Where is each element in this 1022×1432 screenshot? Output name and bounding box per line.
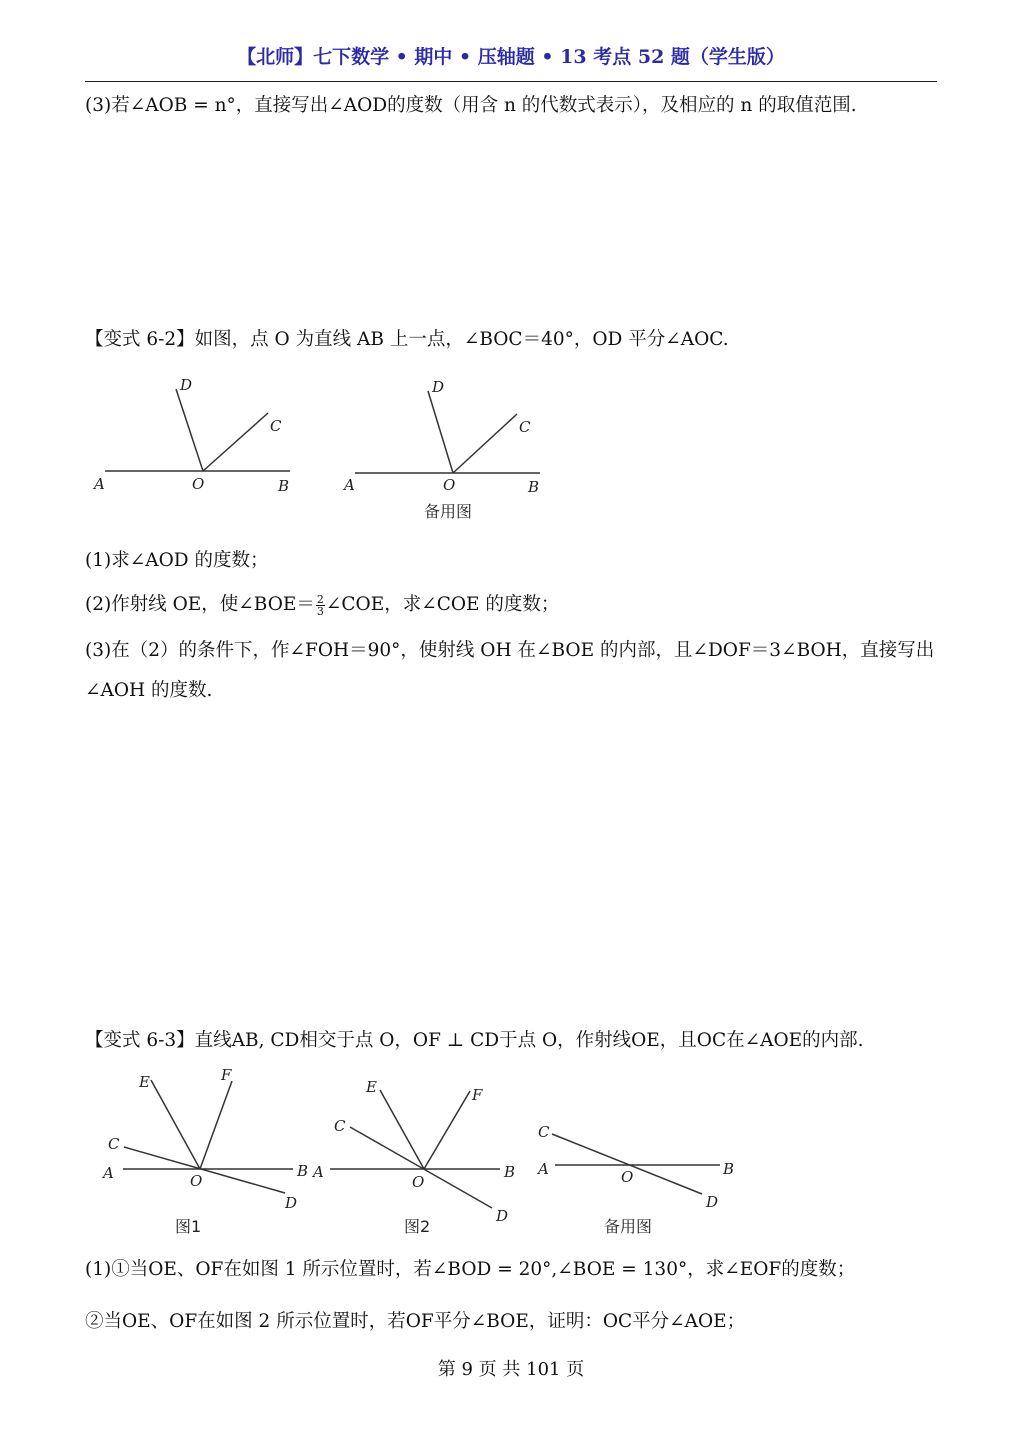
label-d-fig2: D: [496, 1207, 509, 1225]
label-a-fig1: A: [103, 1164, 114, 1182]
label-a-spare-3: A: [538, 1160, 549, 1178]
caption-fig1: 图1: [175, 1217, 202, 1236]
line-cd-fig1: [124, 1147, 285, 1193]
label-d: D: [180, 376, 193, 394]
label-o-fig1: O: [190, 1172, 203, 1190]
q6-2-part1: (1)求∠AOD 的度数；: [85, 550, 269, 571]
q6-3-part1b: ②当OE、OF在如图 2 所示位置时，若OF平分∠BOE，证明：OC平分∠AOE；: [85, 1311, 746, 1332]
label-d-spare-3: D: [706, 1193, 719, 1211]
label-f-fig1: F: [221, 1066, 232, 1084]
ray-oc: [203, 413, 268, 471]
figure-6-2-main: [105, 389, 290, 471]
figure-6-2-spare: [355, 391, 540, 473]
label-o: O: [192, 475, 205, 493]
label-o-spare: O: [443, 476, 456, 494]
label-c-fig2: C: [334, 1117, 346, 1135]
caption-spare-6-2: 备用图: [424, 502, 473, 521]
fraction-denominator: 3: [316, 604, 324, 618]
label-e-fig2: E: [366, 1078, 377, 1096]
figure-6-3-fig1: [123, 1080, 293, 1193]
label-a: A: [94, 475, 105, 493]
label-d-fig1: D: [285, 1194, 298, 1212]
label-a-spare: A: [344, 476, 355, 494]
ray-od-spare: [428, 391, 453, 473]
q6-2-part2-pre: (2)作射线 OE，使∠BOE＝: [85, 594, 315, 615]
q6-2-part2: [85, 592, 559, 618]
ray-of-fig2: [424, 1091, 470, 1169]
label-o-spare-3: O: [621, 1168, 634, 1186]
ray-oe-fig1: [151, 1080, 200, 1169]
q6-2-part2-post: ∠COE，求∠COE 的度数；: [325, 594, 560, 615]
label-b-fig1: B: [297, 1162, 309, 1180]
line-cd-fig2: [350, 1127, 492, 1208]
label-e-fig1: E: [139, 1073, 150, 1091]
label-d-spare: D: [432, 378, 445, 396]
label-b-spare-3: B: [723, 1160, 735, 1178]
fraction-two-thirds: [316, 594, 325, 617]
label-a-fig2: A: [313, 1163, 324, 1181]
label-f-fig2: F: [472, 1086, 483, 1104]
q6-1-part3: (3)若∠AOB = n°，直接写出∠AOD的度数（用含 n 的代数式表示），及相应的 n 的取值范围.: [85, 95, 857, 116]
page-header: 【北师】七下数学 • 期中 • 压轴题 • 13 考点 52 题（学生版）: [237, 46, 785, 68]
q6-3-part1a: (1)①当OE、OF在如图 1 所示位置时，若∠BOD = 20°,∠BOE = 130°，求∠EOF的度数；: [85, 1259, 856, 1280]
ray-od: [176, 389, 203, 471]
label-c-spare: C: [519, 418, 531, 436]
page-footer: 第 9 页 共 101 页: [437, 1359, 585, 1380]
label-c-fig1: C: [108, 1135, 120, 1153]
caption-fig2: 图2: [404, 1217, 431, 1236]
label-b-fig2: B: [504, 1163, 516, 1181]
label-c: C: [270, 417, 282, 435]
q6-2-part3: (3)在（2）的条件下，作∠FOH＝90°，使射线 OH 在∠BOE 的内部，且∠DOF＝3∠BOH，直接写出∠AOH 的度数.: [85, 640, 935, 701]
q6-2-intro: 【变式 6-2】如图，点 O 为直线 AB 上一点，∠BOC＝40°，OD 平分∠AOC.: [85, 329, 729, 350]
ray-of-fig1: [200, 1081, 232, 1169]
q6-3-intro: 【变式 6-3】直线AB, CD相交于点 O，OF ⊥ CD于点 O，作射线OE，且OC在∠AOE的内部.: [85, 1030, 864, 1051]
fraction-numerator: 2: [316, 592, 324, 606]
ray-oc-spare: [453, 414, 517, 473]
label-c-spare-3: C: [538, 1123, 550, 1141]
caption-spare-6-3: 备用图: [604, 1217, 653, 1236]
label-o-fig2: O: [412, 1173, 425, 1191]
label-b: B: [278, 477, 290, 495]
label-b-spare: B: [528, 478, 540, 496]
figure-6-3-spare: [552, 1134, 720, 1194]
